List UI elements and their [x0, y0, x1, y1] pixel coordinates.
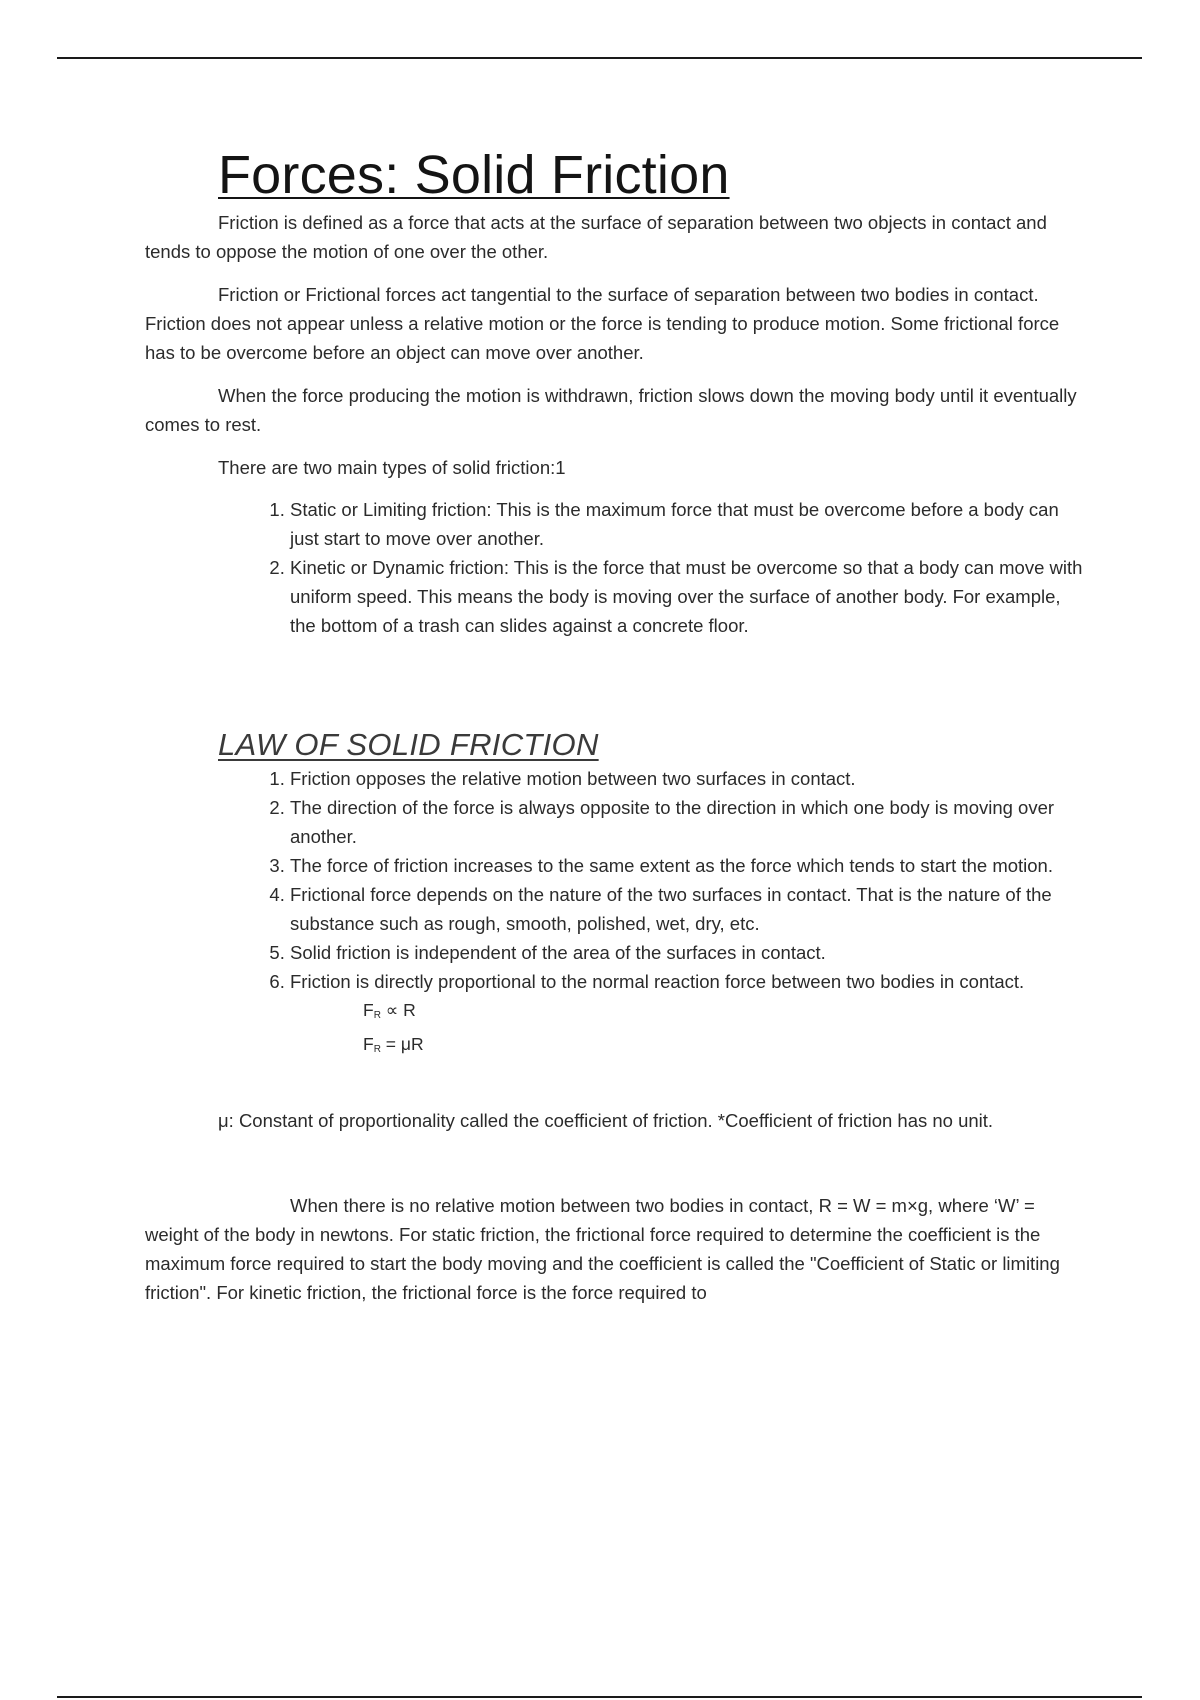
law-item: 5. Solid friction is independent of the area of the surfaces in contact. — [290, 938, 1090, 967]
law-item: 2. The direction of the force is always opposite to the direction in which one body is moving over another. — [290, 793, 1090, 851]
law-item: 4. Frictional force depends on the nature of the two surfaces in contact. That is the nature of the substance such as rough, smooth, polished, wet, dry, etc. — [290, 880, 1090, 938]
mu-definition: μ: Constant of proportionality called the coefficient of friction. *Coefficient of friction has no unit. — [218, 1110, 994, 1131]
page-title: Forces: Solid Friction — [218, 145, 730, 205]
paragraph-definition: Friction is defined as a force that acts at the surface of separation between two objects in contact and tends to oppose the motion of one over the other. — [145, 212, 1047, 262]
law-item: 6. Friction is directly proportional to the normal reaction force between two bodies in contact. — [290, 967, 1090, 996]
paragraph-tangential: Friction or Frictional forces act tangential to the surface of separation between two bodies in contact. Friction does not appear unless a relative motion or the force is tending to produce motion. Some frictional force has to be overcome before an object can move over another. — [145, 284, 1060, 363]
document-body — [145, 142, 1090, 1307]
formula-proportional: $F_R \propto R$ — [363, 1000, 416, 1021]
section-heading-law: LAW OF SOLID FRICTION — [218, 727, 599, 762]
friction-types-list — [145, 495, 1090, 640]
laws-list — [145, 764, 1090, 996]
list-item-static: 1. Static or Limiting friction: This is the maximum force that must be overcome before a body can just start to move over another. — [290, 495, 1090, 553]
list-item-kinetic: 2. Kinetic or Dynamic friction: This is the force that must be overcome so that a body can move with uniform speed. This means the body is moving over the surface of another body. For example, the bottom of a trash can slides against a concrete floor. — [290, 553, 1090, 640]
formula-equation: $F_R = \mu R$ — [363, 1034, 424, 1055]
header-rule — [57, 57, 1142, 59]
paragraph-no-relative-motion: When there is no relative motion between two bodies in contact, R = W = m×g, where ‘W’ = weight of the body in newtons. For static friction, the frictional force required to determine the coefficient is the maximum force required to start the body moving and the coefficient is called the "Coefficient of Static or limiting friction". For kinetic friction, the frictional force is the force required to — [145, 1195, 1060, 1303]
law-item: 3. The force of friction increases to the same extent as the force which tends to start the motion. — [290, 851, 1090, 880]
footer-rule — [57, 1696, 1142, 1698]
paragraph-withdrawn: When the force producing the motion is withdrawn, friction slows down the moving body until it eventually comes to rest. — [145, 385, 1077, 435]
law-item: 1. Friction opposes the relative motion between two surfaces in contact. — [290, 764, 1090, 793]
types-intro: There are two main types of solid friction:1 — [218, 457, 566, 478]
